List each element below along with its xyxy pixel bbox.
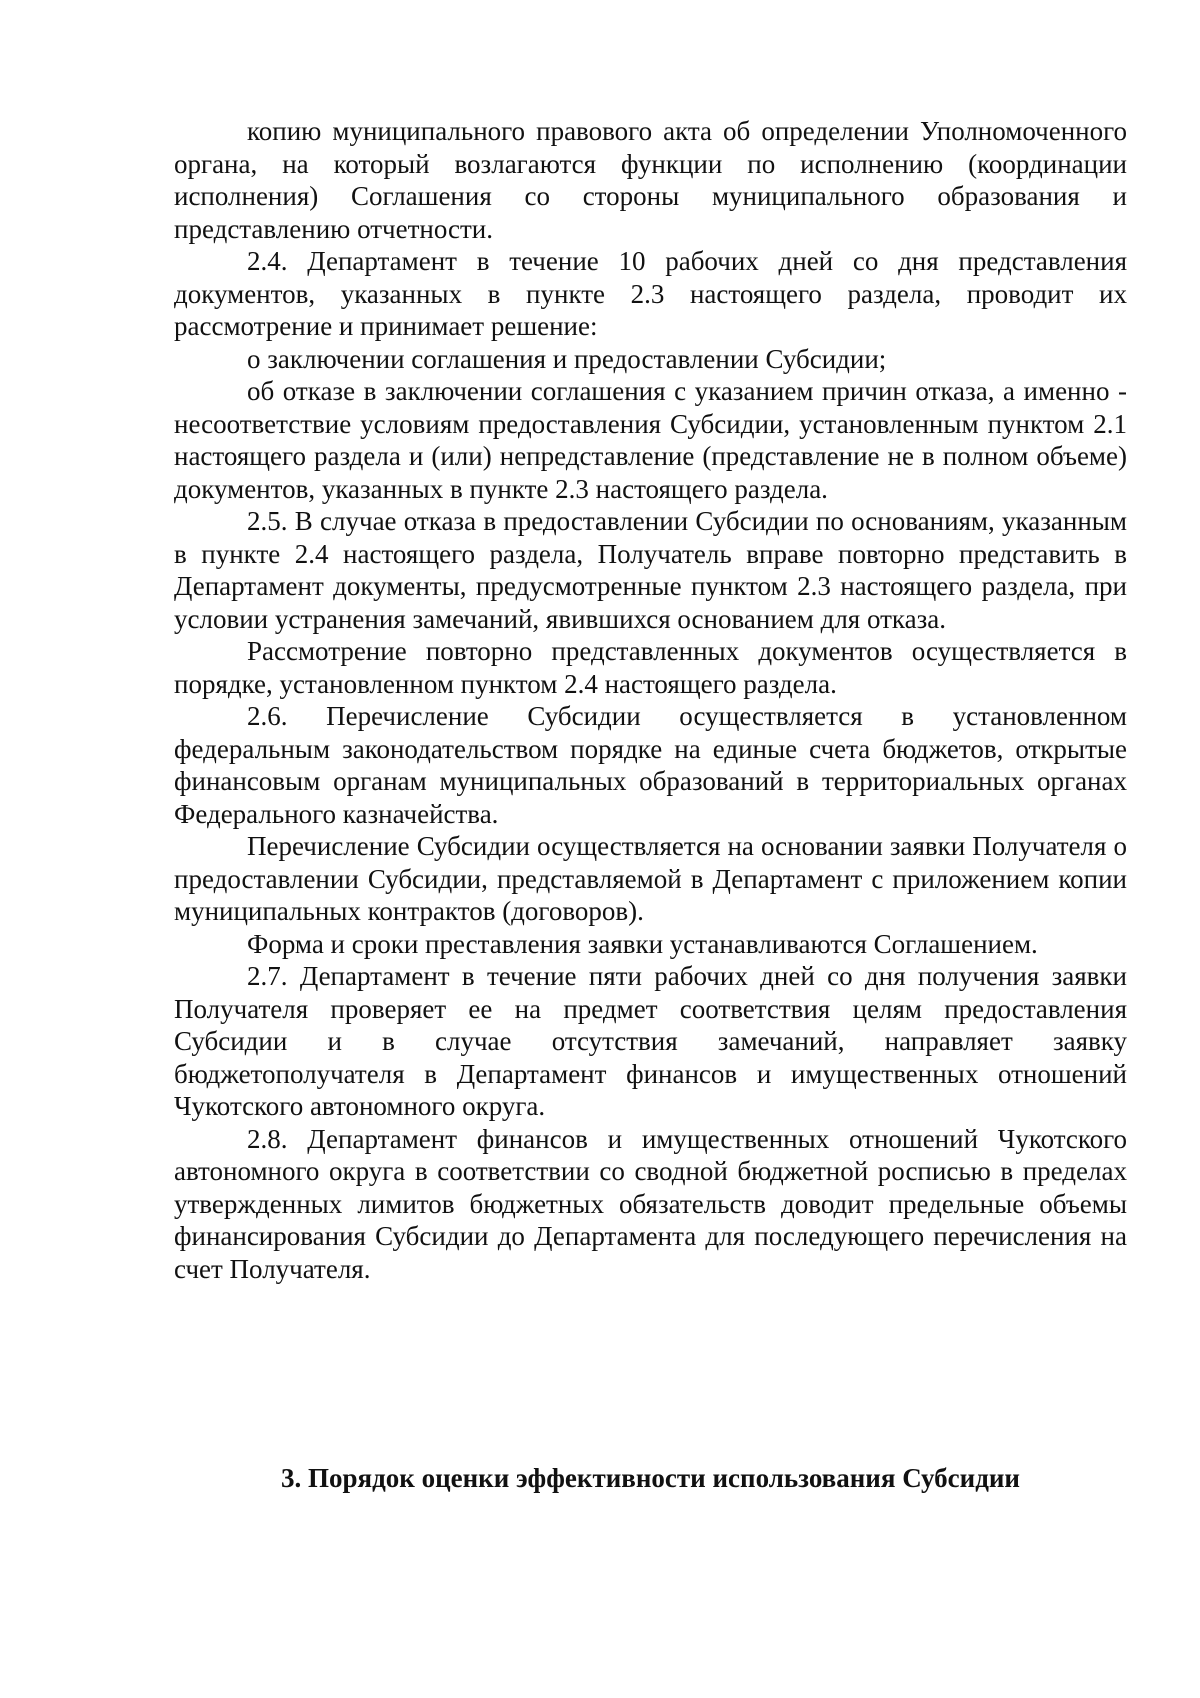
paragraph-decision-agreement: о заключении соглашения и предоставлении Субсидии; <box>247 343 887 374</box>
paragraph-2-6: 2.6. Перечисление Субсидии осуществляется в установленном федеральным законодательством порядке на единые счета бюджетов, открытые финансовым органам муниципальных образований в территориальных органах Федерального казначейства. <box>174 701 1127 829</box>
paragraph-2-8: 2.8. Департамент финансов и имущественных отношений Чукотского автономного округа в соответствии со сводной бюджетной росписью в пределах утвержденных лимитов бюджетных обязательств доводит предельные объемы финансирования Субсидии до Департамента для последующего перечисления на счет Получателя. <box>174 1123 1127 1284</box>
paragraph-2-4: 2.4. Департамент в течение 10 рабочих дней со дня представления документов, указанных в пункте 2.3 настоящего раздела, проводит их рассмотрение и принимает решение: <box>174 246 1127 341</box>
document-body <box>174 115 1127 1285</box>
paragraph-2-7: 2.7. Департамент в течение пяти рабочих дней со дня получения заявки Получателя проверяет ее на предмет соответствия целям предоставления Субсидии и в случае отсутствия замечаний, направляет заявку бюджетополучателя в Департамент финансов и имущественных отношений Чукотского автономного округа. <box>174 961 1127 1121</box>
paragraph-decision-refusal: об отказе в заключении соглашения с указанием причин отказа, а именно - несоответствие условиям предоставления Субсидии, установленным пунктом 2.1 настоящего раздела и (или) непредставление (представление не в полном объеме) документов, указанных в пункте 2.3 настоящего раздела. <box>174 376 1127 504</box>
paragraph-resubmission-review: Рассмотрение повторно представленных документов осуществляется в порядке, установленном пунктом 2.4 настоящего раздела. <box>174 636 1127 699</box>
section-heading: 3. Порядок оценки эффективности использования Субсидии <box>281 1463 1020 1493</box>
paragraph-application-form: Форма и сроки преставления заявки устанавливаются Соглашением. <box>247 928 1038 959</box>
paragraph-transfer-basis: Перечисление Субсидии осуществляется на основании заявки Получателя о предоставлении Субсидии, представляемой в Департамент с приложением копии муниципальных контрактов (договоров). <box>174 831 1127 926</box>
paragraph-2-5: 2.5. В случае отказа в предоставлении Субсидии по основаниям, указанным в пункте 2.4 настоящего раздела, Получатель вправе повторно представить в Департамент документы, предусмотренные пунктом 2.3 настоящего раздела, при условии устранения замечаний, явившихся основанием для отказа. <box>174 506 1127 634</box>
paragraph-municipal-act-copy: копию муниципального правового акта об определении Уполномоченного органа, на который возлагаются функции по исполнению (координации исполнения) Соглашения со стороны муниципального образования и представлению отчетности. <box>174 116 1127 244</box>
